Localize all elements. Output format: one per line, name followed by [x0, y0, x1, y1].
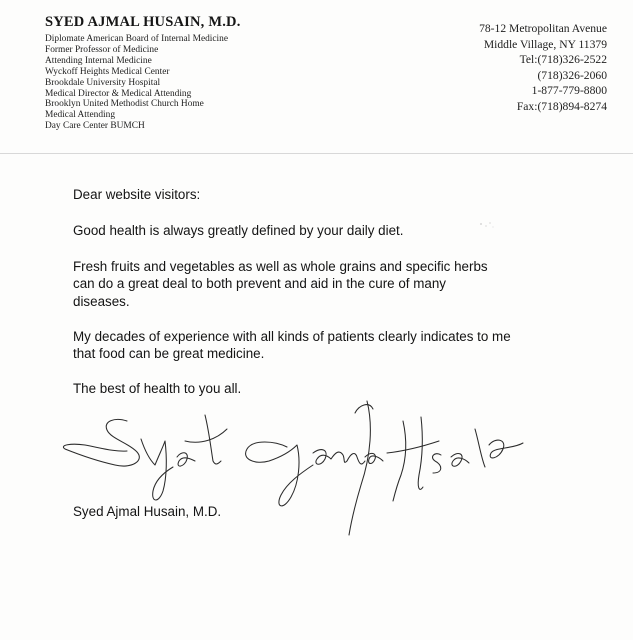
handwritten-signature — [55, 395, 545, 545]
letter-paragraph: Fresh fruits and vegetables as well as whole grains and specific herbs can do a great deal to both prevent and aid in the cure of many diseases. — [73, 259, 488, 309]
credential-line: Medical Attending — [45, 110, 116, 121]
credential-line: Former Professor of Medicine — [45, 44, 159, 55]
street-address: 78-12 Metropolitan Avenue — [479, 22, 607, 35]
credential-line: Wyckoff Heights Medical Center — [45, 66, 170, 77]
doctor-name: SYED AJMAL HUSAIN, M.D. — [45, 14, 241, 30]
letter-paragraph: Good health is always greatly defined by your daily diet. — [73, 223, 404, 238]
letter-greeting: Dear website visitors: — [73, 187, 201, 202]
city-address: Middle Village, NY 11379 — [483, 37, 607, 51]
credential-line: Brooklyn United Methodist Church Home — [45, 99, 204, 110]
header-divider — [0, 153, 633, 154]
paper-speck-marks — [478, 220, 498, 232]
letterhead — [45, 14, 241, 132]
letter-paragraph: My decades of experience with all kinds of patients clearly indicates to me that food can be great medicine. — [73, 329, 511, 362]
telephone-2: (718)326-2060 — [537, 68, 607, 82]
credential-line: Day Care Center BUMCH — [45, 121, 145, 132]
credential-line: Brookdale University Hospital — [45, 77, 161, 88]
toll-free-number: 1-877-779-8800 — [531, 84, 607, 97]
letter-closing: The best of health to you all. — [73, 381, 242, 396]
signer-name: Syed Ajmal Husain, M.D. — [73, 504, 222, 519]
telephone-1: Tel:(718)326-2522 — [519, 53, 607, 66]
contact-block — [479, 21, 607, 114]
credential-line: Medical Director & Medical Attending — [45, 88, 192, 99]
credential-line: Attending Internal Medicine — [45, 55, 152, 66]
fax-number: Fax:(718)894-8274 — [516, 99, 607, 113]
credential-line: Diplomate American Board of Internal Medicine — [45, 34, 229, 44]
